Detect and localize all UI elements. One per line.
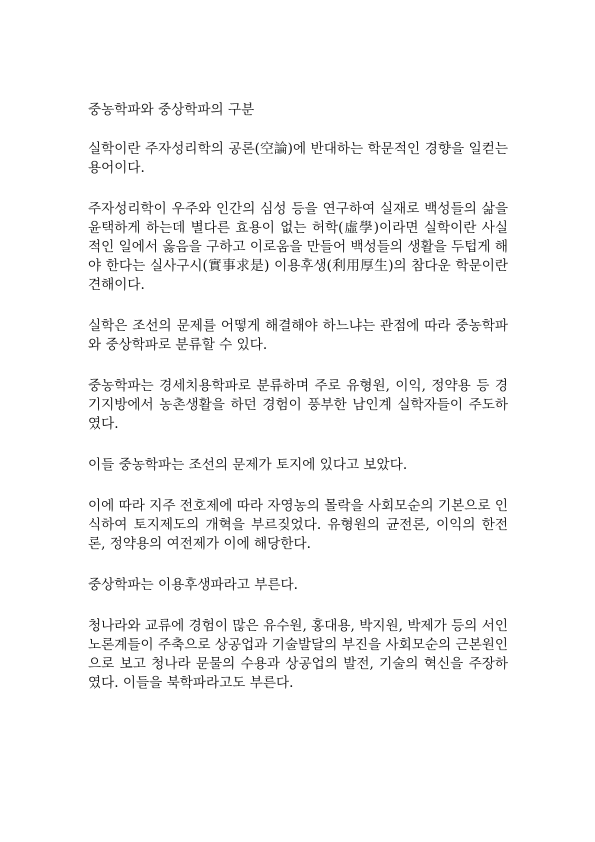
- paragraph-classification: 실학은 조선의 문제를 어떻게 해결해야 하느냐는 관점에 따라 중농학파와 중상학파로 분류할 수 있다.: [88, 318, 508, 353]
- paragraph-silhak-definition: 실학이란 주자성리학의 공론(空論)에 반대하는 학문적인 경향을 일컫는 용어이다.: [88, 141, 508, 176]
- paragraph-land-reform: 이에 따라 지주 전호제에 따라 자영농의 몰락을 사회모순의 기본으로 인식하여 토지제도의 개혁을 부르짖었다. 유형원의 균전론, 이익의 한전론, 정약용의 여전제가 이에 해당한다.: [88, 498, 508, 552]
- document-body: [88, 101, 508, 715]
- paragraph-bukhak-school: 청나라와 교류에 경험이 많은 유수원, 홍대용, 박지원, 박제가 등의 서인 노론계들이 주축으로 상공업과 기술발달의 부진을 사회모순의 근본원인으로 보고 청나라 문물의 수용과 상공업의 발전, 기술의 혁신을 주장하였다. 이들을 북학파라고도 부른다.: [88, 618, 508, 691]
- paragraph-jungnong-school: 중농학파는 경세치용학파로 분류하며 주로 유형원, 이익, 정약용 등 경기지방에서 농촌생활을 하던 경험이 풍부한 남인계 실학자들이 주도하였다.: [88, 378, 508, 432]
- paragraph-jungsang-school: 중상학파는 이용후생파라고 부른다.: [88, 577, 298, 593]
- document-title: 중농학파와 중상학파의 구분: [88, 102, 255, 118]
- paragraph-jungnong-land-issue: 이들 중농학파는 조선의 문제가 토지에 있다고 보았다.: [88, 457, 408, 473]
- paragraph-silhak-vs-neo-confucianism: 주자성리학이 우주와 인간의 심성 등을 연구하여 실재로 백성들의 삶을 윤택하게 하는데 별다른 효용이 없는 허학(虛學)이라면 실학이란 사실적인 일에서 옳음을 구하고 이로움을 만들어 백성들의 생활을 두텁게 해야 한다는 실사구시(實事求是) 이용후생(利用厚生)의 참다운 학문이란 견해이다.: [88, 201, 508, 293]
